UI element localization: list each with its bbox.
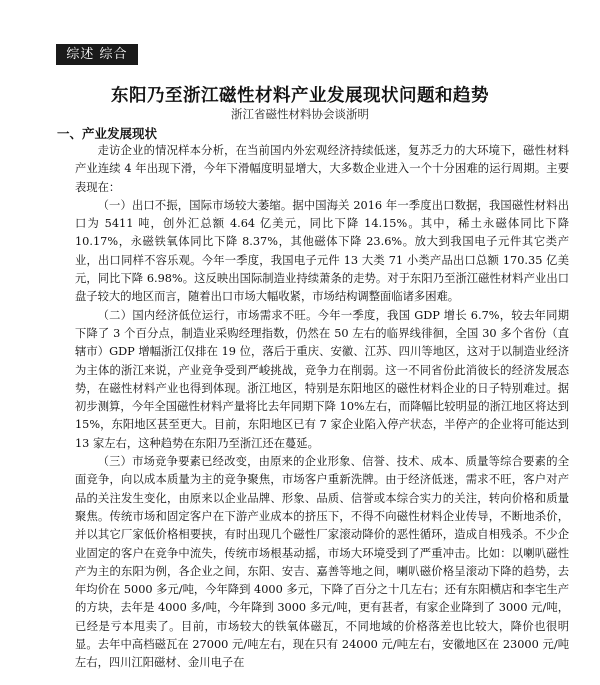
article-byline: 浙江省磁性材料协会谈浙明	[231, 107, 369, 121]
article-title: 东阳乃至浙江磁性材料产业发展现状问题和趋势	[111, 86, 489, 106]
paragraph-export: （一）出口不振，国际市场较大萎缩。据中国海关 2016 年一季度出口数据，我国磁性材料出口为 5411 吨，创外汇总额 4.64 亿美元，同比下降 14.15%。其中，稀土永磁体同比下降 10.17%，永磁铁氧体同比下降 8.37%，其他磁体下降 23.6%。放大到我国电子元件其它类产业，出口同样不容乐观。今年一季度，我国电子元件 13 大类 71 小类产品出口总额 170.35 亿美元，同比下降 6.98%。这反映出国际制造业持续萧条的走势。对于东阳乃至浙江磁性材料产业出口盘子较大的地区而言，随着出口市场大幅收紧，市场结构调整面临诸多困难。	[75, 198, 569, 304]
section-tag: 综述 综合	[56, 44, 138, 65]
article-body	[75, 142, 569, 673]
section-heading: 一、产业发展现状	[57, 126, 158, 141]
paragraph-domestic: （二）国内经济低位运行，市场需求不旺。今年一季度，我国 GDP 增长 6.7%，较去年同期下降了 3 个百分点，制造业采购经理指数，仍然在 50 左右的临界线徘徊，全国 30 多个省份（直辖市）GDP 增幅浙江仅排在 19 位，落后于重庆、安徽、江苏、四川等地区，这对于以制造业经济为主体的浙江来说，产业竞争受到严峻挑战，竞争力在削弱。这一不同省份此消彼长的经济发展态势，在磁性材料产业也得到体现。浙江地区，特别是东阳地区的磁性材料企业的日子特别难过。据初步测算，今年全国磁性材料产量将比去年同期下降 10%左右，而降幅比较明显的浙江地区将达到 15%，东阳地区甚至更大。目前，东阳地区已有 7 家企业陷入停产状态，半停产的企业将可能达到 13 家左右，这种趋势在东阳乃至浙江还在蔓延。	[75, 308, 569, 450]
paragraph-intro: 走访企业的情况样本分析，在当前国内外宏观经济持续低迷，复苏乏力的大环境下，磁性材料产业连续 4 年出现下滑，今年下滑幅度明显增大，大多数企业进入一个十分困难的运行周期。主要表现在：	[75, 144, 569, 194]
paragraph-competition: （三）市场竞争要素已经改变，由原来的企业形象、信誉、技术、成本、质量等综合要素的全面竞争，向以成本质量为主的竞争聚焦，市场客户重新洗牌。由于经济低迷，需求不旺，客户对产品的关注发生变化，由原来以企业品牌、形象、品质、信誉或本综合实力的关注，转向价格和质量聚焦。传统市场和固定客户在下游产业成本的挤压下，不得不向磁性材料企业传导，不断地杀价，并以其它厂家低价格相要挟，有时出现几个磁性厂家滚动降价的恶性循环，造成自相残杀。不少企业固定的客户在竞争中流失，传统市场根基动摇，市场大环境受到了严重冲击。比如：以喇叭磁性产为主的东阳为例，各企业之间，东阳、安吉、嘉善等地之间，喇叭磁价格呈滚动下降的趋势，去年均价在 5000 多元/吨，今年降到 4000 多元，下降了百分之十几左右；还有东阳横店和李宅生产的方块，去年是 4000 多/吨，今年降到 3000 多元/吨，更有甚者，有家企业降到了 3000 元/吨，已经是亏本甩卖了。目前，市场较大的铁氧体磁瓦，不同地域的价格落差也比较大，降价也很明显。去年中高档磁瓦在 27000 元/吨左右，现在只有 24000 元/吨左右，安徽地区在 23000 元/吨左右，四川江阳磁材、金川电子在	[75, 455, 569, 670]
